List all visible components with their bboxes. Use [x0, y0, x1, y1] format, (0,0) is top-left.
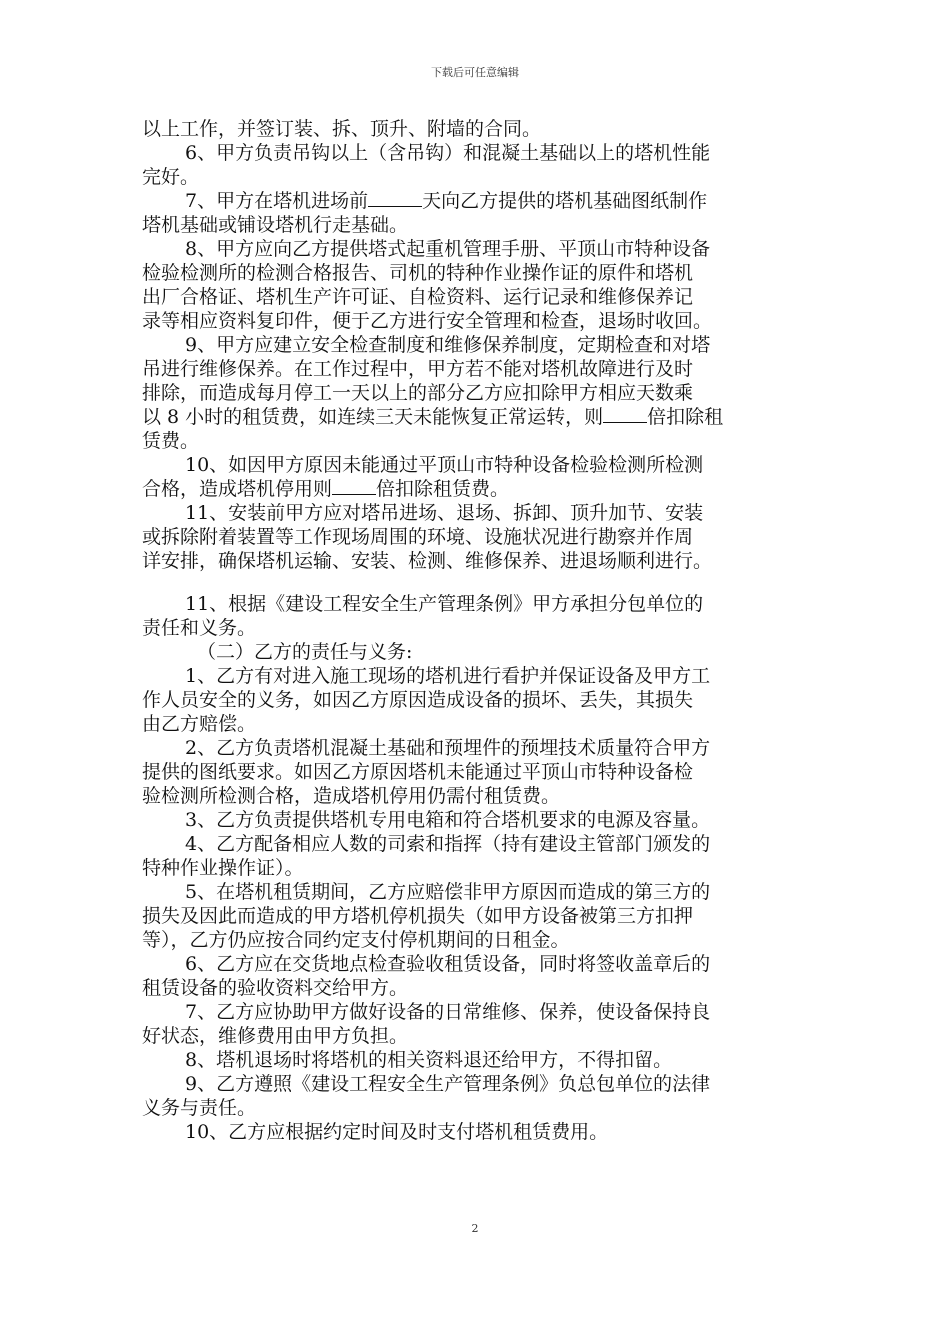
text-fragment: 倍扣除租赁费。 — [376, 478, 510, 500]
document-body — [142, 117, 808, 1144]
text-line: 出厂合格证、塔机生产许可证、自检资料、运行记录和维修保养记 — [142, 286, 694, 308]
paragraph-gap — [142, 573, 808, 592]
text-fragment: 合格，造成塔机停用则 — [142, 478, 333, 500]
text-line: 10、乙方应根据约定时间及时支付塔机租赁费用。 — [185, 1121, 609, 1143]
text-line: 10、如因甲方原因未能通过平顶山市特种设备检验检测所检测 — [185, 454, 704, 476]
text-line: 验检测所检测合格，造成塔机停用仍需付租赁费。 — [142, 785, 561, 807]
text-fragment: 以 8 小时的租赁费，如连续三天未能恢复正常运转，则 — [142, 406, 604, 428]
text-line: 由乙方赔偿。 — [142, 713, 257, 735]
text-line: 或拆除附着装置等工作现场周围的环境、设施状况进行勘察并作周 — [142, 526, 694, 548]
text-line: 6、乙方应在交货地点检查验收租赁设备，同时将签收盖章后的 — [185, 953, 711, 975]
text-line: 等），乙方仍应按合同约定支付停机期间的日租金。 — [142, 929, 570, 951]
text-line: 租赁设备的验收资料交给甲方。 — [142, 977, 409, 999]
text-line: 损失及因此而造成的甲方塔机停机损失（如甲方设备被第三方扣押 — [142, 905, 694, 927]
text-line: 详安排，确保塔机运输、安装、检测、维修保养、进退场顺利进行。 — [142, 550, 713, 572]
text-line: 赁费。 — [142, 430, 200, 452]
text-line: 11、根据《建设工程安全生产管理条例》甲方承担分包单位的 — [185, 593, 704, 615]
fill-in-blank — [332, 477, 376, 495]
text-line: 作人员安全的义务，如因乙方原因造成设备的损坏、丢失，其损失 — [142, 689, 694, 711]
text-line: 8、甲方应向乙方提供塔式起重机管理手册、平顶山市特种设备 — [185, 238, 711, 260]
text-line: 8、塔机退场时将塔机的相关资料退还给甲方，不得扣留。 — [185, 1049, 673, 1071]
text-line: 检验检测所的检测合格报告、司机的特种作业操作证的原件和塔机 — [142, 262, 694, 284]
text-line: 5、在塔机租赁期间，乙方应赔偿非甲方原因而造成的第三方的 — [185, 881, 711, 903]
text-line: 好状态，维修费用由甲方负担。 — [142, 1025, 409, 1047]
text-line: 提供的图纸要求。如因乙方原因塔机未能通过平顶山市特种设备检 — [142, 761, 694, 783]
text-line: 2、乙方负责塔机混凝土基础和预埋件的预埋技术质量符合甲方 — [185, 737, 711, 759]
page-number: 2 — [471, 1222, 479, 1235]
text-line: 9、甲方应建立安全检查制度和维修保养制度，定期检查和对塔 — [185, 334, 711, 356]
text-line: 9、乙方遵照《建设工程安全生产管理条例》负总包单位的法律 — [185, 1073, 711, 1095]
fill-in-blank — [603, 405, 647, 423]
text-line — [142, 405, 808, 429]
page-header: 下载后可任意编辑 — [431, 66, 519, 79]
text-line: 11、安装前甲方应对塔吊进场、退场、拆卸、顶升加节、安装 — [185, 502, 704, 524]
fill-in-blank — [368, 189, 422, 207]
section-heading: （二）乙方的责任与义务: — [197, 641, 413, 663]
text-line: 塔机基础或铺设塔机行走基础。 — [142, 214, 409, 236]
text-fragment: 天向乙方提供的塔机基础图纸制作 — [422, 190, 708, 212]
text-line: 4、乙方配备相应人数的司索和指挥（持有建设主管部门颁发的 — [185, 833, 711, 855]
text-line: 特种作业操作证）。 — [142, 857, 304, 879]
text-line — [142, 477, 808, 501]
text-line: 6、甲方负责吊钩以上（含吊钩）和混凝土基础以上的塔机性能 — [185, 142, 711, 164]
text-line — [142, 189, 808, 213]
text-fragment: 7、甲方在塔机进场前 — [185, 190, 369, 212]
text-line: 1、乙方有对进入施工现场的塔机进行看护并保证设备及甲方工 — [185, 665, 711, 687]
text-line: 完好。 — [142, 166, 200, 188]
text-fragment: 倍扣除租 — [647, 406, 724, 428]
text-line: 7、乙方应协助甲方做好设备的日常维修、保养，使设备保持良 — [185, 1001, 711, 1023]
text-line: 义务与责任。 — [142, 1097, 257, 1119]
text-line: 3、乙方负责提供塔机专用电箱和符合塔机要求的电源及容量。 — [185, 809, 711, 831]
text-line: 吊进行维修保养。在工作过程中，甲方若不能对塔机故障进行及时 — [142, 358, 694, 380]
text-line: 排除，而造成每月停工一天以上的部分乙方应扣除甲方相应天数乘 — [142, 382, 694, 404]
text-line: 录等相应资料复印件，便于乙方进行安全管理和检查，退场时收回。 — [142, 310, 713, 332]
text-line: 责任和义务。 — [142, 617, 257, 639]
text-line: 以上工作，并签订装、拆、顶升、附墙的合同。 — [142, 118, 542, 140]
